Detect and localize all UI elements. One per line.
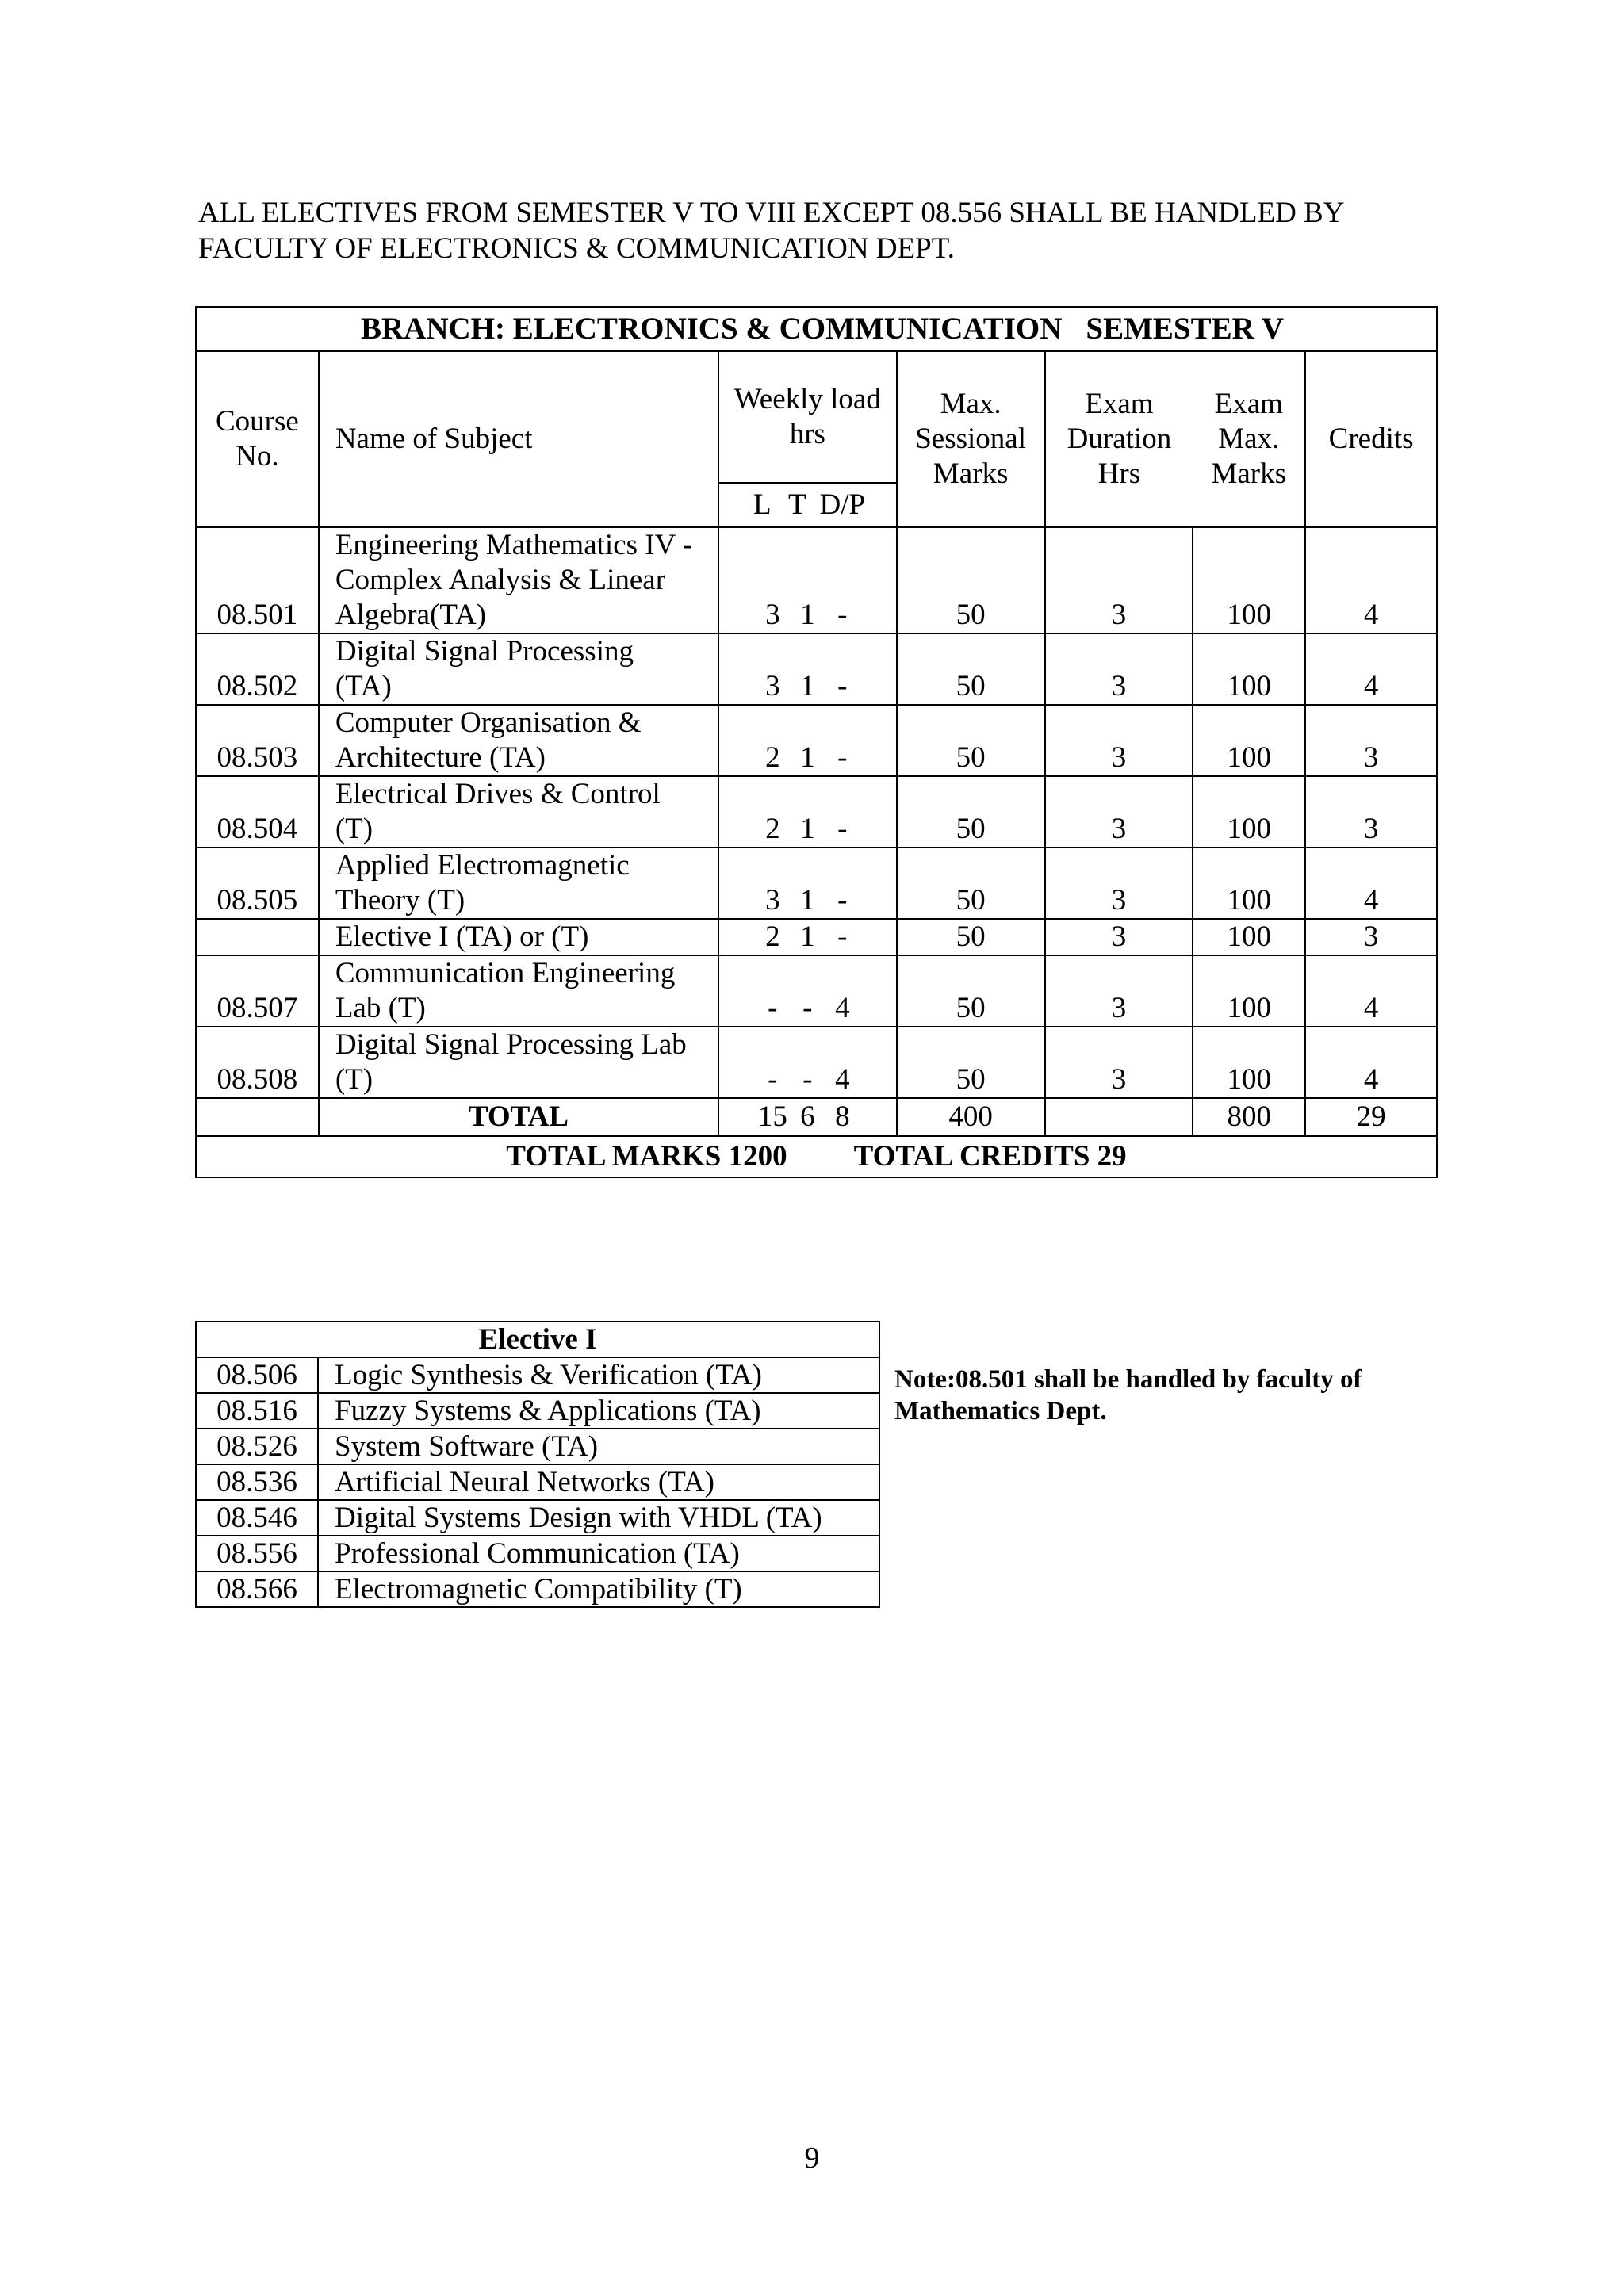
elective-name: Digital Systems Design with VHDL (TA) [318,1500,879,1536]
subject-name-line: Elective I (TA) or (T) [335,920,589,953]
subject-name-line: (T) [335,1063,373,1096]
course-code: 08.503 [196,705,319,776]
total-sessional: 400 [897,1098,1045,1136]
course-code: 08.504 [196,776,319,848]
subject-name [319,848,718,919]
total-t: 6 [800,1100,815,1133]
weekly-load [718,1027,897,1098]
sessional-marks: 50 [897,1027,1045,1098]
weekly-load [718,527,897,633]
header-row [196,351,1437,483]
subject-name-line: Algebra(TA) [335,599,486,631]
exam-duration: 3 [1045,955,1193,1027]
note [894,1364,1450,1427]
load-t: 1 [800,813,815,845]
load-t: 1 [800,599,815,631]
exam-max-marks: 100 [1193,776,1305,848]
elective-code: 08.556 [196,1536,318,1571]
header-ltp [718,483,897,527]
exam-duration: 3 [1045,705,1193,776]
elective-name: Artificial Neural Networks (TA) [318,1464,879,1500]
grand-total-credits: TOTAL CREDITS 29 [853,1140,1127,1173]
subject-name-line: Engineering Mathematics IV - [335,529,693,561]
elective-name: Logic Synthesis & Verification (TA) [318,1357,879,1393]
table-row [196,633,1437,705]
subject-name-line: Digital Signal Processing [335,635,634,668]
sessional-marks: 50 [897,848,1045,919]
header-l: L [753,488,772,521]
load-t: 1 [800,884,815,916]
subject-name-line: Digital Signal Processing Lab [335,1028,687,1061]
grand-total-marks: TOTAL MARKS 1200 [506,1140,787,1173]
table-row [196,1027,1437,1098]
elective-row [196,1571,879,1607]
header-exam-duration: Exam Duration Hrs [1045,351,1193,527]
load-l: - [768,992,778,1024]
sessional-marks: 50 [897,527,1045,633]
subject-name [319,633,718,705]
subject-name [319,776,718,848]
subject-name-line: Electrical Drives & Control [335,778,661,810]
exam-max-marks: 100 [1193,848,1305,919]
sessional-marks: 50 [897,705,1045,776]
load-t: 1 [800,670,815,702]
elective-name: Electromagnetic Compatibility (T) [318,1571,879,1607]
weekly-load [718,848,897,919]
note-line-1: Note:08.501 shall be handled by faculty of [894,1365,1362,1394]
elective-row [196,1536,879,1571]
load-dp: - [837,599,848,631]
sessional-marks: 50 [897,919,1045,955]
total-code [196,1098,319,1136]
exam-max-marks: 100 [1193,1027,1305,1098]
total-duration [1045,1098,1193,1136]
subject-name-line: (T) [335,813,373,845]
exam-duration: 3 [1045,776,1193,848]
load-l: 2 [765,813,780,845]
load-dp: - [837,741,848,774]
table-title-row [196,307,1437,351]
page-number: 9 [804,2141,820,2175]
title-semester: SEMESTER V [1086,312,1285,346]
subject-name-line: Lab (T) [335,992,426,1024]
sessional-marks: 50 [897,633,1045,705]
course-code: 08.507 [196,955,319,1027]
grand-total-row [196,1136,1437,1177]
subject-name [319,527,718,633]
exam-duration: 3 [1045,633,1193,705]
exam-duration: 3 [1045,919,1193,955]
total-label: TOTAL [319,1098,718,1136]
table-title [196,307,1437,351]
elective-row [196,1393,879,1429]
subject-name [319,955,718,1027]
table-row [196,527,1437,633]
title-branch: BRANCH: ELECTRONICS & COMMUNICATION [360,312,1063,346]
table-row [196,776,1437,848]
elective-title: Elective I [196,1322,879,1357]
elective-name: System Software (TA) [318,1429,879,1464]
credits: 4 [1305,1027,1437,1098]
subject-name-line: (TA) [335,670,392,702]
exam-duration: 3 [1045,527,1193,633]
sessional-marks: 50 [897,955,1045,1027]
load-dp: - [837,920,848,953]
elective-row [196,1500,879,1536]
elective-name: Fuzzy Systems & Applications (TA) [318,1393,879,1429]
elective-code: 08.536 [196,1464,318,1500]
elective-row [196,1357,879,1393]
elective-row [196,1464,879,1500]
total-exam: 800 [1193,1098,1305,1136]
course-code [196,919,319,955]
credits: 3 [1305,705,1437,776]
table-row [196,955,1437,1027]
elective-rows [196,1357,879,1607]
table-row [196,705,1437,776]
elective-code: 08.506 [196,1357,318,1393]
intro-line-1: ALL ELECTIVES FROM SEMESTER V TO VIII EXCEPT 08.556 SHALL BE HANDLED BY [198,197,1345,229]
total-credits: 29 [1305,1098,1437,1136]
load-l: 3 [765,670,780,702]
subject-name [319,705,718,776]
elective-row [196,1429,879,1464]
exam-duration: 3 [1045,1027,1193,1098]
subject-name-line: Applied Electromagnetic [335,849,630,882]
header-course-no: Course No. [196,351,319,527]
header-exam-max: Exam Max. Marks [1193,351,1305,527]
load-t: 1 [800,920,815,953]
subject-name-line: Communication Engineering [335,957,676,989]
header-name: Name of Subject [319,351,718,527]
total-dp: 8 [835,1100,850,1133]
course-code: 08.502 [196,633,319,705]
weekly-load [718,955,897,1027]
load-t: - [802,1063,813,1096]
exam-max-marks: 100 [1193,919,1305,955]
load-l: 2 [765,920,780,953]
header-weekly-load: Weekly load hrs [718,351,897,483]
intro-text [198,195,1435,266]
note-line-2: Mathematics Dept. [894,1397,1107,1425]
elective-name: Professional Communication (TA) [318,1536,879,1571]
exam-max-marks: 100 [1193,955,1305,1027]
load-l: - [768,1063,778,1096]
load-t: 1 [800,741,815,774]
elective-code: 08.526 [196,1429,318,1464]
total-l: 15 [757,1100,787,1133]
subject-name-line: Complex Analysis & Linear [335,564,666,596]
subject-name [319,1027,718,1098]
course-code: 08.505 [196,848,319,919]
load-dp: 4 [835,1063,850,1096]
semester-table [195,306,1438,1178]
load-dp: 4 [835,992,850,1024]
elective-code: 08.566 [196,1571,318,1607]
table-row [196,848,1437,919]
credits: 3 [1305,919,1437,955]
credits: 4 [1305,848,1437,919]
load-dp: - [837,670,848,702]
weekly-load [718,919,897,955]
exam-max-marks: 100 [1193,633,1305,705]
sessional-marks: 50 [897,776,1045,848]
course-code: 08.501 [196,527,319,633]
credits: 4 [1305,955,1437,1027]
header-t: T [788,488,806,521]
load-l: 3 [765,599,780,631]
load-t: - [802,992,813,1024]
subject-name-line: Architecture (TA) [335,741,546,774]
load-l: 3 [765,884,780,916]
table-row [196,919,1437,955]
subject-name-line: Computer Organisation & [335,706,642,739]
elective-table [195,1321,880,1608]
elective-code: 08.546 [196,1500,318,1536]
grand-total [196,1136,1437,1177]
header-dp: D/P [819,488,866,521]
subject-name-line: Theory (T) [335,884,465,916]
weekly-load [718,776,897,848]
credits: 3 [1305,776,1437,848]
header-credits: Credits [1305,351,1437,527]
intro-line-2: FACULTY OF ELECTRONICS & COMMUNICATION DEPT. [198,232,955,265]
weekly-load [718,705,897,776]
subject-name [319,919,718,955]
elective-header-row [196,1322,879,1357]
exam-max-marks: 100 [1193,527,1305,633]
credits: 4 [1305,527,1437,633]
header-max-sessional: Max. Sessional Marks [897,351,1045,527]
load-l: 2 [765,741,780,774]
exam-duration: 3 [1045,848,1193,919]
course-code: 08.508 [196,1027,319,1098]
elective-code: 08.516 [196,1393,318,1429]
credits: 4 [1305,633,1437,705]
total-row [196,1098,1437,1136]
course-rows [196,527,1437,1098]
weekly-load [718,633,897,705]
total-load [718,1098,897,1136]
load-dp: - [837,884,848,916]
exam-max-marks: 100 [1193,705,1305,776]
load-dp: - [837,813,848,845]
